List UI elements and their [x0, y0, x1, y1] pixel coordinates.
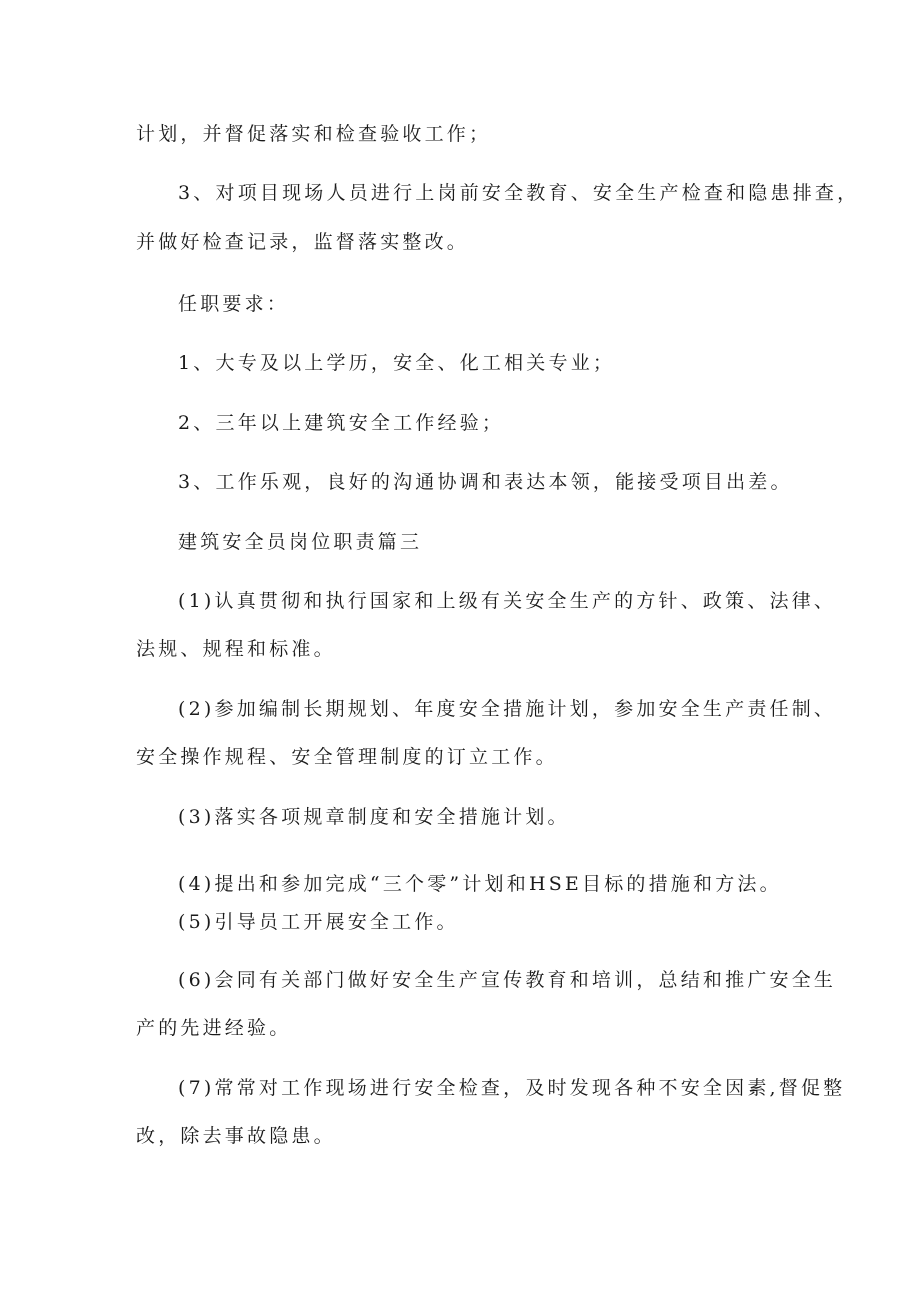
text-line: 安全操作规程、安全管理制度的订立工作。: [136, 746, 558, 768]
text-line: 产的先进经验。: [136, 1017, 292, 1039]
text-line: 3、工作乐观，良好的沟通协调和表达本领，能接受项目出差。: [178, 471, 793, 493]
text-line: (4)提出和参加完成“三个零”计划和HSE目标的措施和方法。: [178, 873, 782, 895]
text-line: 法规、规程和标准。: [136, 638, 336, 660]
text-line: (1)认真贯彻和执行国家和上级有关安全生产的方针、政策、法律、: [178, 590, 837, 612]
section-heading: 任职要求：: [178, 293, 290, 315]
text-line: (2)参加编制长期规划、年度安全措施计划，参加安全生产责任制、: [178, 698, 837, 720]
text-line: 1、大专及以上学历，安全、化工相关专业；: [178, 352, 616, 374]
text-line: (7)常常对工作现场进行安全检查，及时发现各种不安全因素,督促整: [178, 1077, 846, 1099]
text-line: (6)会同有关部门做好安全生产宣传教育和培训，总结和推广安全生: [178, 969, 837, 991]
text-line: (3)落实各项规章制度和安全措施计划。: [178, 806, 570, 828]
section-heading: 建筑安全员岗位职责篇三: [178, 531, 423, 553]
text-line: 3、对项目现场人员进行上岗前安全教育、安全生产检查和隐患排查，: [178, 182, 860, 204]
text-line: (5)引导员工开展安全工作。: [178, 911, 459, 933]
text-line: 计划，并督促落实和检查验收工作；: [136, 123, 492, 145]
text-line: 并做好检查记录，监督落实整改。: [136, 231, 470, 253]
text-line: 2、三年以上建筑安全工作经验；: [178, 412, 505, 434]
text-line: 改，除去事故隐患。: [136, 1125, 336, 1147]
